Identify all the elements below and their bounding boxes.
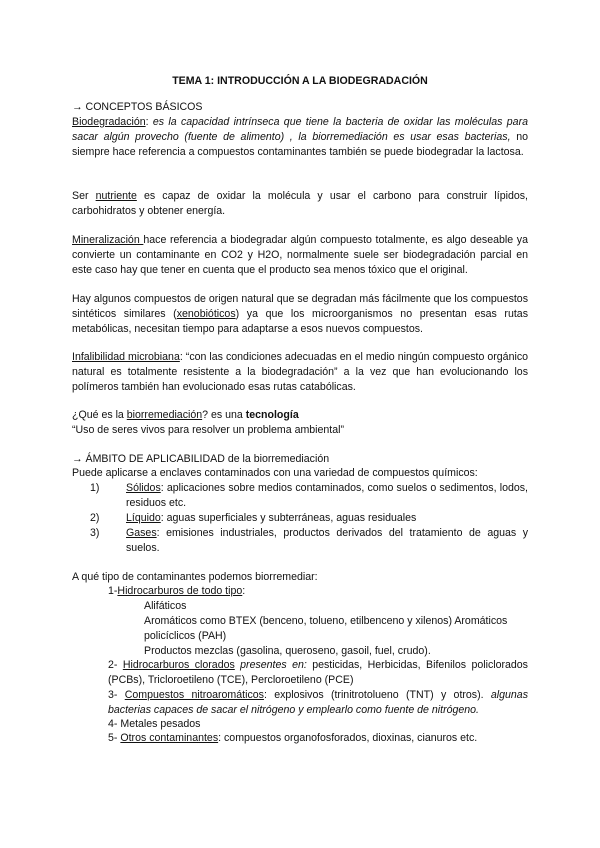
section-intro: Puede aplicarse a enclaves contaminados con una variedad de compuestos químicos: [72, 467, 478, 479]
contaminants-heading: A qué tipo de contaminantes podemos biorremediar: [72, 571, 318, 583]
question-biorremediacion: ¿Qué es la biorremediación? es una tecnología [72, 409, 299, 421]
page-title: TEMA 1: INTRODUCCIÓN A LA BIODEGRADACIÓN [172, 75, 428, 87]
list-item: Aromáticos como BTEX (benceno, tolueno, etilbenceno y xilenos) Aromáticos policíclicos (PAH) [144, 615, 508, 642]
contaminant-1-sublist [72, 599, 528, 659]
term-mineralizacion: Mineralización [72, 234, 144, 246]
contaminant-5: 5- Otros contaminantes: compuestos organofosforados, dioxinas, cianuros etc. [108, 732, 478, 744]
term-xenobioticos: xenobióticos [176, 308, 236, 320]
media-list [72, 481, 528, 556]
term-tecnologia: tecnología [245, 409, 299, 421]
list-item: Alifáticos [144, 600, 187, 612]
list-item: 2) Líquido: aguas superficiales y subterráneas, aguas residuales [90, 512, 417, 524]
paragraph-xenobioticos: Hay algunos compuestos de origen natural que se degradan más fácilmente que los compuestos sintéticos similares (xenobióticos) ya que los microorganismos no presentan esas rutas metabólicas, necesitan tiempo para adaptarse a esos nuevos compuestos. [72, 293, 528, 335]
term-biorremediacion: biorremediación [126, 409, 203, 421]
list-item: 3) Gases: emisiones industriales, productos derivados del tratamiento de aguas y suelos. [90, 527, 528, 554]
paragraph-mineralizacion: Mineralización hace referencia a biodegradar algún compuesto totalmente, es algo deseable ya convierte un contaminante en CO2 y H2O, normalmente suele ser biodegradación parcial en este caso hay que tener en cuenta que el producto sea menos tóxico que el original. [72, 234, 528, 276]
section-heading-conceptos: → CONCEPTOS BÁSICOS [72, 101, 203, 113]
term-nutriente: nutriente [95, 190, 137, 202]
term-infalibilidad: Infalibilidad microbiana [72, 351, 180, 363]
section-heading-ambito: → ÁMBITO DE APLICABILIDAD de la biorremediación [72, 453, 330, 465]
list-item: Productos mezclas (gasolina, queroseno, gasoil, fuel, crudo). [144, 645, 431, 657]
paragraph-biodegradacion: Biodegradación: es la capacidad intrínseca que tiene la bacteria de oxidar las moléculas para sacar algún provecho (fuente de alimento) , la biorremediación es usar esas bacterias, no siempre hace referencia a compuestos contaminantes también se puede biodegradar la lactosa. [72, 116, 528, 158]
contaminant-3: 3- Compuestos nitroaromáticos: explosivos (trinitrotolueno (TNT) y otros). algunas bacterias capaces de sacar el nitrógeno y emplearlo como fuente de nitrógeno. [108, 689, 528, 716]
contaminant-1: 1-Hidrocarburos de todo tipo: [108, 585, 246, 597]
term-biodegradacion: Biodegradación [72, 116, 146, 128]
paragraph-infalibilidad: Infalibilidad microbiana: “con las condiciones adecuadas en el medio ningún compuesto orgánico natural es totalmente resistente a la biodegradación” a la vez que han evolucionando los polímeros también han evolucionado esas rutas catabólicas. [72, 351, 529, 393]
quote-definition: “Uso de seres vivos para resolver un problema ambiental” [72, 424, 345, 436]
list-item: 1) Sólidos: aplicaciones sobre medios contaminados, como suelos o sedimentos, lodos, residuos etc. [90, 482, 528, 509]
contaminant-2: 2- Hidrocarburos clorados presentes en: pesticidas, Herbicidas, Bifenilos policlorados (PCBs), Tricloroetileno (TCE), Percloroetileno (PCE) [108, 659, 528, 686]
contaminant-4: 4- Metales pesados [108, 718, 201, 730]
paragraph-nutriente: Ser nutriente es capaz de oxidar la molécula y usar el carbono para construir lípidos, carbohidratos y obtener energía. [72, 190, 528, 217]
